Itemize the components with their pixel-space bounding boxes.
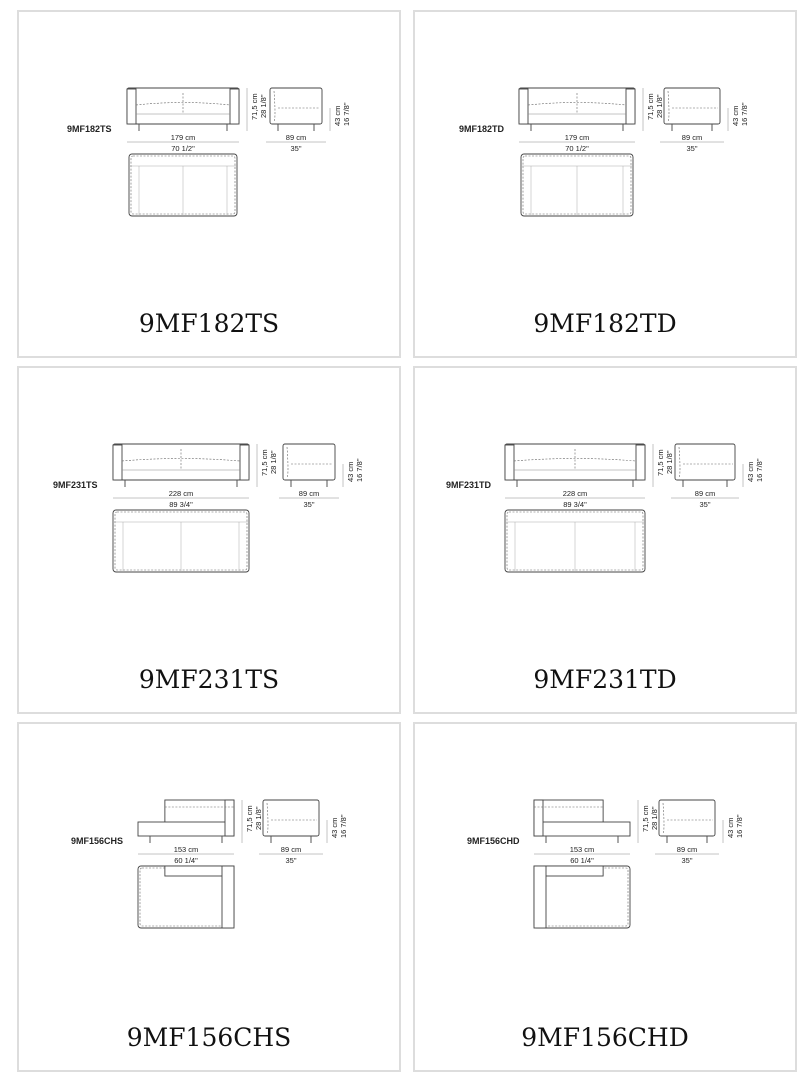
height-cm-label: 71,5 cm [250, 93, 259, 120]
sofa-drawing [415, 12, 795, 272]
product-card-9mf231ts [17, 366, 401, 714]
sofa-drawing [415, 368, 795, 628]
front-arm [534, 800, 543, 836]
seat-cm-label: 43 cm [330, 817, 339, 838]
depth-cm-label: 89 cm [694, 489, 716, 498]
width-cm-label: 153 cm [569, 845, 595, 854]
product-caption: 9MF156CHD [521, 1023, 689, 1052]
seat-cm-label: 43 cm [726, 817, 735, 838]
width-cm-label: 179 cm [564, 133, 590, 142]
side-view-body [263, 800, 319, 836]
height-in-label: 28 1/8" [650, 806, 659, 830]
seat-cm-label: 43 cm [731, 105, 740, 126]
front-backrest [165, 800, 234, 824]
height-in-label: 28 1/8" [254, 806, 263, 830]
model-code-label: 9MF156CHD [467, 836, 520, 846]
seat-in-label: 16 7/8" [755, 458, 764, 482]
seat-cm-label: 43 cm [746, 461, 755, 482]
side-view-body [659, 800, 715, 836]
side-view-body [675, 444, 735, 480]
seat-in-label: 16 7/8" [740, 102, 749, 126]
model-code-label: 9MF182TD [459, 124, 505, 134]
width-in-label: 60 1/4" [174, 856, 198, 865]
width-cm-label: 179 cm [170, 133, 196, 142]
depth-cm-label: 89 cm [298, 489, 320, 498]
top-arm [222, 866, 234, 928]
seat-cm-label: 43 cm [346, 461, 355, 482]
width-cm-label: 228 cm [168, 489, 194, 498]
height-cm-label: 71,5 cm [656, 449, 665, 476]
product-caption: 9MF231TS [138, 665, 280, 694]
depth-in-label: 35" [303, 500, 315, 509]
side-view-body [270, 88, 322, 124]
depth-cm-label: 89 cm [681, 133, 703, 142]
height-cm-label: 71,5 cm [646, 93, 655, 120]
product-card-9mf156chs [17, 722, 401, 1072]
seat-in-label: 16 7/8" [339, 814, 348, 838]
width-in-label: 60 1/4" [570, 856, 594, 865]
front-seat-base [534, 822, 630, 836]
model-code-label: 9MF231TS [53, 480, 98, 490]
depth-cm-label: 89 cm [280, 845, 302, 854]
front-backrest [534, 800, 603, 824]
product-card-9mf182ts [17, 10, 401, 358]
model-code-label: 9MF231TD [446, 480, 492, 490]
product-caption: 9MF231TD [533, 665, 677, 694]
model-code-label: 9MF156CHS [71, 836, 124, 846]
height-cm-label: 71,5 cm [260, 449, 269, 476]
depth-cm-label: 89 cm [285, 133, 307, 142]
width-cm-label: 153 cm [173, 845, 199, 854]
height-in-label: 28 1/8" [259, 94, 268, 118]
product-card-9mf156chd [413, 722, 797, 1072]
depth-in-label: 35" [686, 144, 698, 153]
depth-in-label: 35" [290, 144, 302, 153]
sofa-drawing [19, 12, 399, 272]
height-cm-label: 71,5 cm [245, 805, 254, 832]
product-caption: 9MF182TD [533, 309, 677, 338]
depth-in-label: 35" [285, 856, 297, 865]
front-seat-base [138, 822, 234, 836]
side-view-body [283, 444, 335, 480]
height-in-label: 28 1/8" [665, 450, 674, 474]
side-view-body [664, 88, 720, 124]
depth-in-label: 35" [681, 856, 693, 865]
product-card-9mf182td [413, 10, 797, 358]
height-cm-label: 71,5 cm [641, 805, 650, 832]
front-right-arm [636, 445, 645, 480]
seat-cm-label: 43 cm [333, 105, 342, 126]
model-code-label: 9MF182TS [67, 124, 112, 134]
front-left-arm [519, 89, 528, 124]
product-caption: 9MF156CHS [126, 1023, 292, 1052]
product-card-9mf231td [413, 366, 797, 714]
front-right-arm [230, 89, 239, 124]
seat-in-label: 16 7/8" [355, 458, 364, 482]
sofa-drawing [19, 724, 399, 984]
width-in-label: 70 1/2" [171, 144, 195, 153]
height-in-label: 28 1/8" [269, 450, 278, 474]
front-left-arm [505, 445, 514, 480]
width-in-label: 89 3/4" [563, 500, 587, 509]
height-in-label: 28 1/8" [655, 94, 664, 118]
sofa-drawing [19, 368, 399, 628]
seat-in-label: 16 7/8" [735, 814, 744, 838]
front-right-arm [626, 89, 635, 124]
front-left-arm [127, 89, 136, 124]
front-right-arm [240, 445, 249, 480]
product-caption: 9MF182TS [138, 309, 280, 338]
top-arm [534, 866, 546, 928]
width-cm-label: 228 cm [562, 489, 588, 498]
width-in-label: 70 1/2" [565, 144, 589, 153]
front-arm [225, 800, 234, 836]
depth-in-label: 35" [699, 500, 711, 509]
seat-in-label: 16 7/8" [342, 102, 351, 126]
front-left-arm [113, 445, 122, 480]
width-in-label: 89 3/4" [169, 500, 193, 509]
depth-cm-label: 89 cm [676, 845, 698, 854]
sofa-drawing [415, 724, 795, 984]
